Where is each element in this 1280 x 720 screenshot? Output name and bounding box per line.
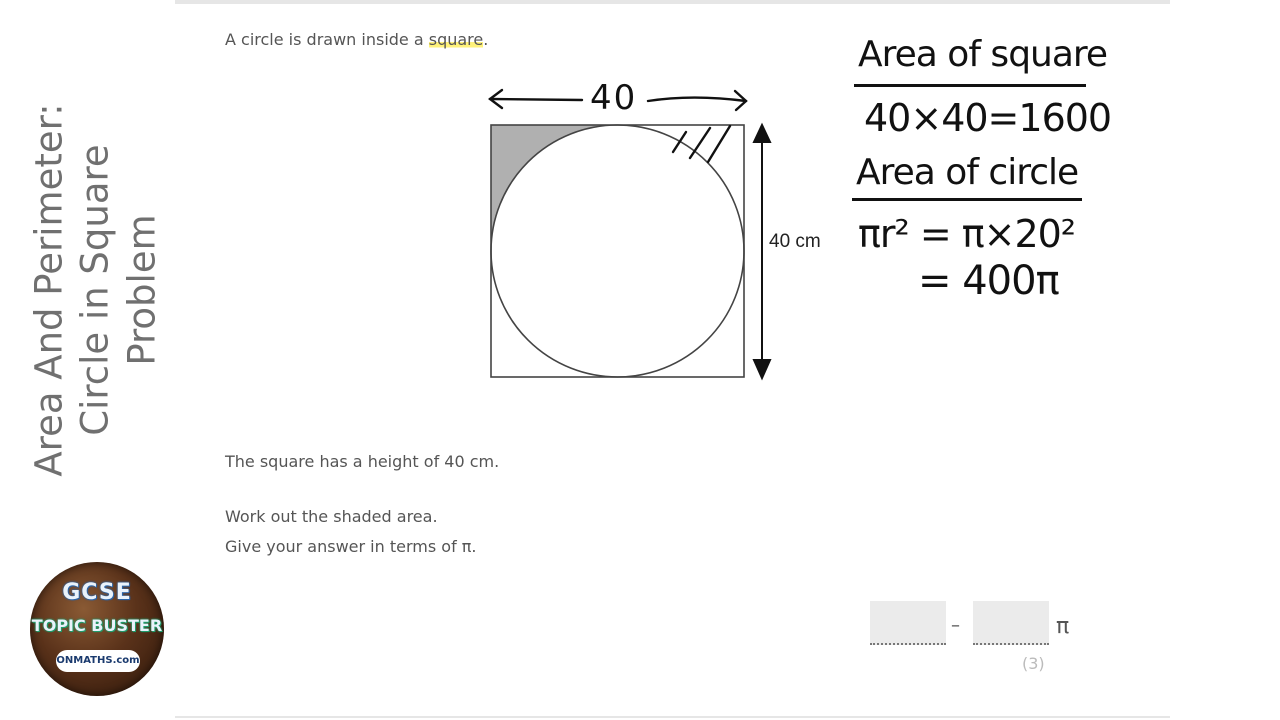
bottom-border xyxy=(175,716,1170,718)
question-task-line-2: Give your answer in terms of π. xyxy=(225,537,477,556)
note-underline-1 xyxy=(854,84,1086,87)
question-task-line-1: Work out the shaded area. xyxy=(225,507,438,526)
logo-gcse-text: GCSE xyxy=(62,580,132,605)
answer-box-2[interactable] xyxy=(973,601,1049,645)
logo-onmaths-badge: ONMATHS.com xyxy=(56,650,140,672)
inscribed-circle xyxy=(491,125,744,377)
logo-topic-buster-text: TOPIC BUSTER xyxy=(31,616,163,635)
answer-pi-symbol: π xyxy=(1056,614,1070,639)
title-line-3: Problem xyxy=(120,214,164,366)
intro-prefix: A circle is drawn inside a xyxy=(225,30,429,49)
note-circle-formula: πr² = π×20² xyxy=(858,212,1076,256)
note-square-calculation: 40×40=1600 xyxy=(864,96,1112,140)
handwritten-top-length: 40 xyxy=(590,78,638,118)
answer-box-1[interactable] xyxy=(870,601,946,645)
marks-label: (3) xyxy=(1022,654,1045,673)
title-line-2: Circle in Square xyxy=(73,144,117,436)
note-area-of-circle-heading: Area of circle xyxy=(856,152,1079,193)
answer-minus-sign: – xyxy=(951,615,960,636)
question-height-text: The square has a height of 40 cm. xyxy=(225,452,500,471)
note-underline-2 xyxy=(852,198,1082,201)
height-arrow xyxy=(754,125,770,378)
intro-suffix: . xyxy=(483,30,489,49)
square xyxy=(491,125,744,377)
title-line-1: Area And Perimeter: xyxy=(27,103,71,477)
height-label: 40 cm xyxy=(769,231,821,252)
highlighted-word: square xyxy=(428,30,484,49)
shaded-corner-region xyxy=(491,125,617,251)
note-area-of-square-heading: Area of square xyxy=(858,34,1108,75)
note-circle-result: = 400π xyxy=(918,258,1059,304)
